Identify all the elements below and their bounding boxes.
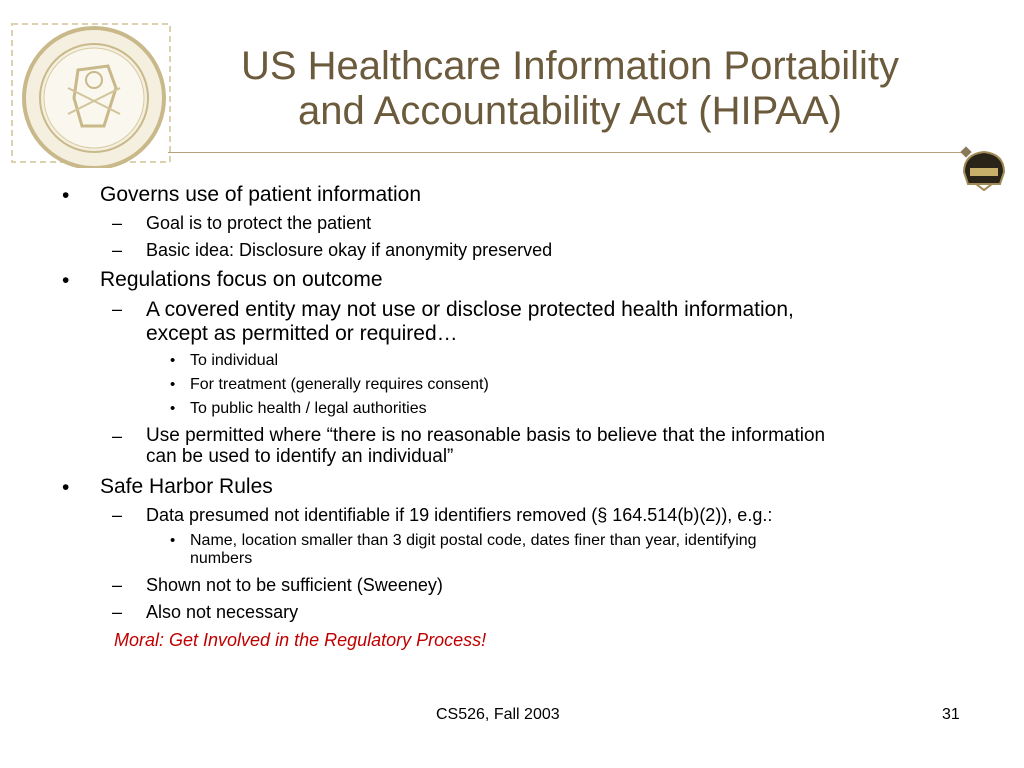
bullet-marker: •: [62, 269, 70, 292]
helmet-logo-icon: [960, 148, 1008, 192]
dash-marker: –: [112, 299, 123, 319]
moral-note: Moral: Get Involved in the Regulatory Process!: [114, 630, 487, 650]
subbullet-shown-not: Shown not to be sufficient (Sweeney): [146, 575, 443, 595]
dash-marker: –: [112, 240, 123, 260]
bullet-regulations: Regulations focus on outcome: [100, 268, 383, 291]
subsubbullet-to-individual: To individual: [190, 352, 279, 369]
subbullet-use-permitted-line-2: can be used to identify an individual”: [146, 446, 454, 467]
subsubbullet-name-location-line-1: Name, location smaller than 3 digit postal code, dates finer than year, identifying: [190, 532, 757, 549]
university-seal-logo: [8, 18, 174, 168]
dash-marker: –: [112, 505, 123, 525]
subbullet-use-permitted-line-1: Use permitted where “there is no reasonable basis to believe that the information: [146, 425, 826, 446]
title-line-1: US Healthcare Information Portability: [240, 44, 900, 88]
title-line-2: and Accountability Act (HIPAA): [298, 89, 842, 133]
subsubbullet-to-public: To public health / legal authorities: [190, 400, 427, 417]
subbullet-covered-line-2: except as permitted or required…: [146, 322, 458, 345]
footer-page-number: 31: [942, 706, 960, 723]
subbullet-data-presumed: Data presumed not identifiable if 19 identifiers removed (§ 164.514(b)(2)), e.g.:: [146, 505, 773, 525]
dash-marker: –: [112, 426, 123, 446]
bullet-marker: •: [170, 400, 176, 417]
bullet-marker: •: [170, 376, 176, 393]
bullet-marker: •: [170, 532, 176, 549]
footer-course: CS526, Fall 2003: [436, 706, 560, 723]
slide-title: [180, 44, 960, 134]
subbullet-basic-idea: Basic idea: Disclosure okay if anonymity preserved: [146, 240, 553, 260]
subsubbullet-name-location-line-2: numbers: [190, 550, 253, 567]
subbullet-also-not: Also not necessary: [146, 602, 299, 622]
dash-marker: –: [112, 213, 123, 233]
title-divider: [168, 152, 966, 153]
bullet-safe-harbor: Safe Harbor Rules: [100, 475, 273, 498]
bullet-marker: •: [62, 476, 70, 499]
subbullet-goal: Goal is to protect the patient: [146, 213, 372, 233]
bullet-governs: Governs use of patient information: [100, 183, 422, 206]
subbullet-covered-line-1: A covered entity may not use or disclose protected health information,: [146, 298, 794, 321]
bullet-marker: •: [62, 184, 70, 207]
bullet-marker: •: [170, 352, 176, 369]
dash-marker: –: [112, 575, 123, 595]
subsubbullet-for-treatment: For treatment (generally requires consent): [190, 376, 489, 393]
dash-marker: –: [112, 602, 123, 622]
